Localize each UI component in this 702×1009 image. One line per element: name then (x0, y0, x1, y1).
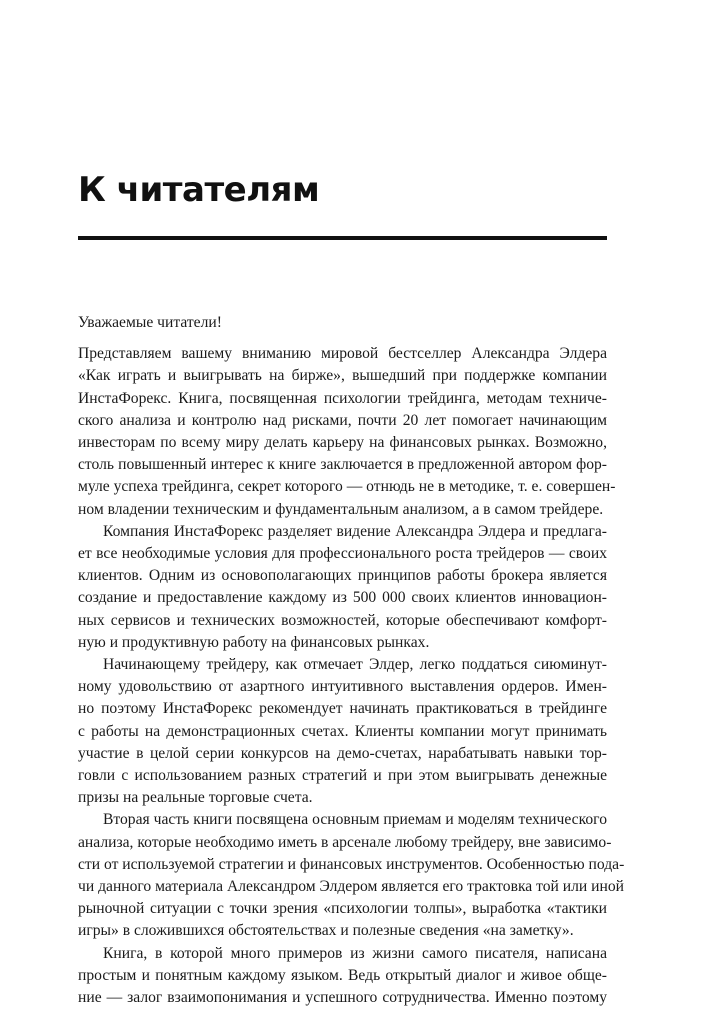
paragraphs (78, 343, 625, 1009)
body-text (78, 312, 625, 1009)
text-line: ных сервисов и технических возможностей, которые обеспечивают комфорт- (78, 611, 607, 629)
text-line: «Как играть и выигрывать на бирже», вышедший при поддержке компании (78, 367, 607, 385)
text-line: ского анализа и контролю над рисками, почти 20 лет помогает начинающим (78, 411, 607, 429)
text-line: но поэтому ИнстаФорекс рекомендует начинать практиковаться в трейдинге (78, 700, 607, 718)
text-line: рыночной ситуации с точки зрения «психологии толпы», выработка «тактики (78, 900, 607, 918)
text-line: Компания ИнстаФорекс разделяет видение Александра Элдера и предлага- (103, 522, 607, 540)
greeting: Уважаемые читатели! (78, 314, 222, 331)
body-paragraph (78, 809, 625, 942)
text-line: чи данного материала Александром Элдером является его трактовка той или иной (78, 878, 624, 896)
text-line: с работы на демонстрационных счетах. Клиенты компании могут принимать (78, 722, 607, 740)
text-line: простым и понятным каждому языком. Ведь открытый диалог и живое обще- (78, 966, 607, 984)
text-line: муле успеха трейдинга, секрет которого — отнюдь не в методике, т. е. совершен- (78, 478, 616, 496)
chapter-title: К читателям (78, 170, 320, 210)
text-line: Начинающему трейдеру, как отмечает Элдер, легко поддаться сиюминут- (103, 656, 607, 674)
text-line: призы на реальные торговые счета. (78, 789, 313, 807)
text-line: ИнстаФорекс. Книга, посвященная психологии трейдинга, методам техниче- (78, 389, 607, 407)
title-rule (78, 236, 607, 240)
body-paragraph (78, 654, 607, 809)
text-line: игры» в сложившихся обстоятельствах и полезные сведения «на заметку». (78, 922, 574, 940)
text-line: столь повышенный интерес к книге заключается в предложенной автором фор- (78, 456, 607, 474)
text-line: Книга, в которой много примеров из жизни самого писателя, написана (103, 944, 607, 962)
body-paragraph (78, 943, 607, 1009)
text-line: ную и продуктивную работу на финансовых рынках. (78, 633, 430, 651)
text-line: инвесторам по всему миру делать карьеру на финансовых рынках. Возможно, (78, 434, 607, 452)
text-line: создание и предоставление каждому из 500 000 своих клиентов инновацион- (78, 589, 607, 607)
text-line: ном владении техническим и фундаментальным анализом, а в самом трейдере. (78, 500, 604, 518)
text-line: клиентов. Одним из основополагающих принципов работы брокера является (78, 567, 607, 585)
text-line: участие в целой серии конкурсов на демо-счетах, нарабатывать навыки тор- (78, 744, 607, 762)
text-line: ному удовольствию от азартного интуитивного выставления ордеров. Имен- (78, 678, 607, 696)
text-line: Вторая часть книги посвящена основным приемам и моделям технического (103, 811, 607, 829)
body-paragraph (78, 521, 607, 654)
text-line: анализа, которые необходимо иметь в арсенале любому трейдеру, вне зависимо- (78, 833, 612, 851)
text-line: Представляем вашему вниманию мировой бестселлер Александра Элдера (78, 345, 607, 363)
text-line: ет все необходимые условия для профессионального роста трейдеров — своих (78, 545, 607, 563)
text-line: ние — залог взаимопонимания и успешного сотрудничества. Именно поэтому (78, 989, 607, 1007)
body-paragraph (78, 343, 616, 521)
text-line: сти от используемой стратегии и финансовых инструментов. Особенностью пода- (78, 855, 625, 873)
text-line: говли с использованием разных стратегий и при этом выигрывать денежные (78, 767, 607, 785)
